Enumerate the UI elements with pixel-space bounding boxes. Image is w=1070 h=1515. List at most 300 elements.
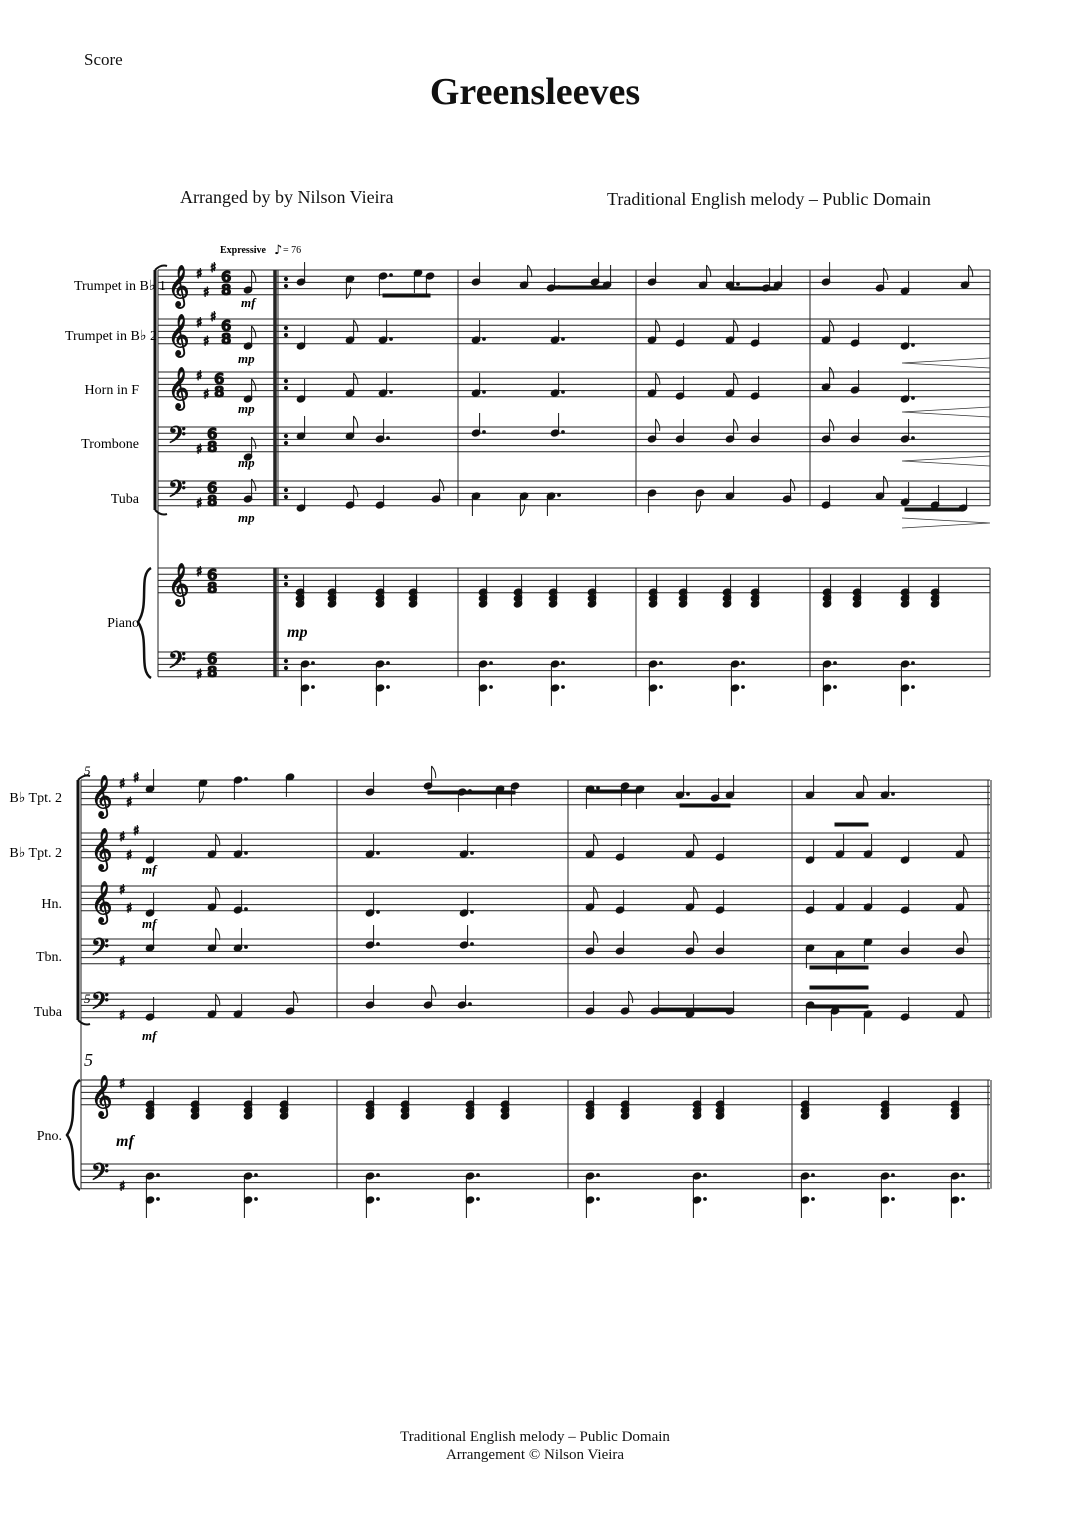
sharp-icon: ♯ bbox=[203, 285, 210, 301]
note bbox=[233, 928, 247, 952]
note bbox=[821, 262, 831, 286]
note bbox=[695, 489, 705, 513]
measure-number: 5 bbox=[84, 763, 91, 778]
dot bbox=[245, 946, 248, 949]
note bbox=[821, 367, 834, 391]
dynamic-marking: mf bbox=[142, 1028, 157, 1043]
dot bbox=[377, 911, 380, 914]
note bbox=[863, 938, 873, 962]
note bbox=[850, 323, 860, 347]
note bbox=[725, 476, 735, 500]
note bbox=[822, 684, 836, 692]
note bbox=[519, 265, 532, 289]
hairpins bbox=[902, 358, 990, 528]
flag bbox=[696, 501, 700, 513]
flag bbox=[830, 419, 834, 431]
note bbox=[863, 834, 873, 858]
piano-brace-2 bbox=[67, 1080, 80, 1190]
dot bbox=[157, 1174, 160, 1177]
note bbox=[585, 887, 598, 911]
note bbox=[750, 376, 760, 400]
note bbox=[471, 262, 481, 286]
repeat-dot bbox=[284, 277, 287, 280]
instrument-name: Tuba bbox=[110, 492, 139, 507]
dot bbox=[477, 1198, 480, 1201]
repeat-dot bbox=[284, 379, 287, 382]
dynamic-marking: mp bbox=[238, 455, 255, 470]
note bbox=[145, 1172, 159, 1180]
instrument-name: Trombone bbox=[81, 437, 139, 452]
note bbox=[650, 991, 660, 1015]
note bbox=[615, 931, 625, 955]
sharp-icon: ♯ bbox=[203, 334, 210, 350]
dot bbox=[558, 494, 561, 497]
note bbox=[615, 890, 625, 914]
sharp-icon: ♯ bbox=[210, 309, 217, 325]
sharp-icon: ♯ bbox=[196, 442, 203, 458]
note bbox=[207, 834, 220, 858]
note bbox=[900, 931, 910, 955]
dot bbox=[660, 686, 663, 689]
dot bbox=[312, 662, 315, 665]
dot bbox=[469, 1003, 472, 1006]
flag bbox=[969, 265, 973, 277]
flag bbox=[734, 320, 738, 332]
note bbox=[378, 320, 392, 344]
flag bbox=[594, 931, 598, 943]
beam bbox=[730, 287, 778, 290]
note bbox=[145, 1196, 159, 1204]
flag bbox=[354, 416, 358, 428]
dot bbox=[312, 686, 315, 689]
note bbox=[345, 416, 358, 440]
note bbox=[145, 769, 155, 793]
bass-clef-icon: 𝄢 bbox=[91, 1158, 110, 1191]
beam bbox=[905, 508, 963, 511]
treble-clef-icon: 𝄞 bbox=[168, 266, 190, 307]
dynamic-marking: mf bbox=[142, 916, 157, 931]
note bbox=[900, 660, 914, 668]
page-title: Greensleeves bbox=[429, 71, 641, 113]
dot bbox=[562, 662, 565, 665]
measure-number: 5 bbox=[84, 1050, 93, 1070]
time-signature-bottom: 8 bbox=[221, 330, 232, 348]
note bbox=[730, 684, 744, 692]
time-signature-bottom: 8 bbox=[214, 383, 225, 401]
dot bbox=[377, 1174, 380, 1177]
note bbox=[471, 320, 485, 344]
time-signature-bottom: 8 bbox=[207, 492, 218, 510]
dot bbox=[387, 662, 390, 665]
flag bbox=[964, 834, 968, 846]
dynamic-marking: mp bbox=[238, 351, 255, 366]
flag bbox=[694, 887, 698, 899]
note bbox=[648, 684, 662, 692]
dot bbox=[157, 1198, 160, 1201]
bass-clef-icon: 𝄢 bbox=[168, 646, 187, 679]
flag bbox=[707, 265, 711, 277]
dot bbox=[387, 437, 390, 440]
score-label: Score bbox=[84, 50, 123, 69]
sharp-icon: ♯ bbox=[196, 316, 203, 331]
note bbox=[850, 419, 860, 443]
note bbox=[800, 1196, 814, 1204]
time-signature-bottom: 8 bbox=[207, 579, 218, 597]
dot bbox=[597, 1174, 600, 1177]
note bbox=[955, 994, 968, 1018]
note bbox=[207, 928, 220, 952]
note bbox=[585, 1172, 599, 1180]
tempo-marking: Expressive bbox=[220, 245, 266, 256]
dot bbox=[255, 1198, 258, 1201]
dot bbox=[477, 1174, 480, 1177]
note bbox=[900, 890, 910, 914]
dot bbox=[812, 1174, 815, 1177]
dot bbox=[483, 391, 486, 394]
dot bbox=[742, 662, 745, 665]
instrument-name: Trumpet in B♭ 2 bbox=[64, 329, 157, 344]
note bbox=[345, 320, 358, 344]
beam bbox=[428, 791, 515, 794]
note bbox=[550, 660, 564, 668]
treble-clef-icon: 𝄞 bbox=[91, 829, 113, 870]
note bbox=[207, 887, 220, 911]
beam bbox=[551, 286, 607, 289]
bass-clef-icon: 𝄢 bbox=[168, 475, 187, 508]
note bbox=[471, 413, 485, 437]
sharp-icon: ♯ bbox=[196, 667, 203, 683]
note bbox=[821, 320, 834, 344]
note bbox=[715, 837, 725, 861]
eighth-note-icon: ♪ bbox=[274, 243, 283, 258]
note bbox=[835, 887, 845, 911]
flag bbox=[964, 887, 968, 899]
note bbox=[546, 492, 560, 516]
time-signature-bottom: 8 bbox=[207, 663, 218, 681]
note bbox=[863, 887, 873, 911]
note bbox=[378, 373, 392, 397]
beam bbox=[810, 966, 868, 969]
treble-clef-icon: 𝄞 bbox=[91, 1076, 113, 1117]
dot bbox=[471, 852, 474, 855]
dot bbox=[962, 1174, 965, 1177]
dot bbox=[562, 391, 565, 394]
sharp-icon: ♯ bbox=[126, 901, 133, 917]
repeat-dot bbox=[284, 284, 287, 287]
note bbox=[835, 950, 845, 974]
dot bbox=[471, 911, 474, 914]
note bbox=[620, 782, 630, 806]
note bbox=[805, 1001, 815, 1025]
dot bbox=[912, 437, 915, 440]
note bbox=[550, 373, 564, 397]
flag bbox=[694, 931, 698, 943]
instrument-name: Pno. bbox=[36, 1129, 62, 1144]
note bbox=[585, 1196, 599, 1204]
dot bbox=[687, 793, 690, 796]
flag bbox=[216, 994, 220, 1006]
note bbox=[900, 419, 914, 443]
note bbox=[835, 834, 845, 858]
note bbox=[471, 373, 485, 397]
note bbox=[243, 1172, 257, 1180]
sharp-icon: ♯ bbox=[196, 267, 203, 282]
note bbox=[635, 785, 645, 809]
repeat-dot bbox=[284, 386, 287, 389]
instrument-name: Tuba bbox=[33, 1005, 62, 1020]
note bbox=[725, 373, 738, 397]
note bbox=[822, 660, 836, 668]
dot bbox=[377, 1198, 380, 1201]
note bbox=[345, 275, 355, 299]
footer bbox=[0, 1428, 1070, 1464]
dot bbox=[490, 662, 493, 665]
note bbox=[457, 985, 471, 1009]
treble-clef-icon: 𝄞 bbox=[168, 315, 190, 356]
dot bbox=[390, 338, 393, 341]
repeat-dot bbox=[284, 326, 287, 329]
time-signature-top: 6 bbox=[214, 370, 225, 388]
footer-line: Arrangement © Nilson Vieira bbox=[445, 1447, 625, 1463]
note bbox=[698, 265, 711, 289]
note bbox=[345, 373, 358, 397]
dynamic-marking: mf bbox=[116, 1133, 134, 1150]
note bbox=[855, 775, 868, 799]
flag bbox=[830, 320, 834, 332]
time-signature-top: 6 bbox=[207, 425, 218, 443]
note bbox=[465, 1172, 479, 1180]
treble-clef-icon: 𝄞 bbox=[91, 776, 113, 817]
sharp-icon: ♯ bbox=[119, 830, 126, 845]
flag bbox=[528, 265, 532, 277]
note bbox=[207, 994, 220, 1018]
dot bbox=[892, 1174, 895, 1177]
note bbox=[465, 1196, 479, 1204]
dynamic-marking: mp bbox=[238, 401, 255, 416]
dot bbox=[245, 908, 248, 911]
note bbox=[296, 262, 306, 286]
instrument-name: B♭ Tpt. 2 bbox=[9, 846, 62, 861]
note bbox=[365, 1172, 379, 1180]
note bbox=[365, 834, 379, 858]
note bbox=[647, 262, 657, 286]
bass-clef-icon: 𝄢 bbox=[91, 987, 110, 1020]
sharp-icon: ♯ bbox=[196, 369, 203, 384]
dot bbox=[912, 686, 915, 689]
note bbox=[647, 489, 657, 513]
note bbox=[495, 785, 505, 809]
repeat-dot bbox=[284, 659, 287, 662]
note bbox=[365, 985, 375, 1009]
note bbox=[750, 419, 760, 443]
note bbox=[725, 320, 738, 344]
note bbox=[863, 1010, 873, 1034]
dot bbox=[892, 793, 895, 796]
note bbox=[585, 991, 595, 1015]
note bbox=[365, 925, 379, 949]
flag bbox=[830, 367, 834, 379]
sharp-icon: ♯ bbox=[133, 823, 140, 839]
tempo-value: = 76 bbox=[283, 245, 302, 256]
note bbox=[459, 925, 473, 949]
repeat-dot bbox=[284, 575, 287, 578]
flag bbox=[252, 326, 256, 338]
note bbox=[585, 834, 598, 858]
dot bbox=[737, 283, 740, 286]
flag bbox=[864, 775, 868, 787]
note bbox=[375, 419, 389, 443]
beam bbox=[383, 294, 430, 297]
note bbox=[459, 834, 473, 858]
flag bbox=[656, 320, 660, 332]
note bbox=[145, 997, 155, 1021]
note bbox=[285, 773, 295, 797]
instrument-name: B♭ Tpt. 2 bbox=[9, 791, 62, 806]
sharp-icon: ♯ bbox=[119, 1008, 126, 1024]
flag bbox=[432, 985, 436, 997]
flag bbox=[734, 419, 738, 431]
note bbox=[930, 485, 940, 509]
note bbox=[471, 492, 481, 516]
time-signature-top: 6 bbox=[221, 317, 232, 335]
note bbox=[675, 775, 689, 799]
dynamic-marking: mp bbox=[238, 510, 255, 525]
note bbox=[425, 272, 435, 296]
flag bbox=[432, 766, 436, 778]
note bbox=[725, 991, 735, 1015]
note bbox=[550, 413, 564, 437]
note bbox=[413, 269, 423, 293]
flag bbox=[734, 373, 738, 385]
dot bbox=[597, 787, 600, 790]
dot bbox=[255, 1174, 258, 1177]
note bbox=[198, 779, 208, 803]
flag bbox=[884, 476, 888, 488]
note bbox=[615, 837, 625, 861]
dot bbox=[387, 686, 390, 689]
note bbox=[685, 887, 698, 911]
dot bbox=[471, 943, 474, 946]
dot bbox=[962, 1198, 965, 1201]
flag bbox=[594, 834, 598, 846]
note bbox=[675, 323, 685, 347]
instrument-name: Horn in F bbox=[84, 383, 139, 398]
dot bbox=[390, 274, 393, 277]
flag bbox=[594, 887, 598, 899]
repeat-dot bbox=[284, 582, 287, 585]
beam bbox=[590, 790, 640, 793]
time-signature-top: 6 bbox=[207, 650, 218, 668]
dot bbox=[742, 686, 745, 689]
measure-number: 5 bbox=[84, 991, 91, 1006]
note bbox=[715, 931, 725, 955]
note bbox=[773, 265, 783, 289]
note bbox=[805, 775, 815, 799]
note bbox=[725, 775, 735, 799]
piano-brace-1 bbox=[138, 568, 151, 678]
note bbox=[675, 419, 685, 443]
beam bbox=[810, 986, 868, 989]
flag bbox=[964, 994, 968, 1006]
note bbox=[880, 1172, 894, 1180]
note bbox=[550, 684, 564, 692]
note bbox=[685, 994, 695, 1018]
dot bbox=[912, 397, 915, 400]
flag bbox=[354, 320, 358, 332]
sharp-icon: ♯ bbox=[133, 770, 140, 786]
note bbox=[478, 660, 492, 668]
instrument-name: Tbn. bbox=[35, 950, 62, 965]
sharp-icon: ♯ bbox=[119, 954, 126, 970]
note bbox=[648, 660, 662, 668]
note bbox=[955, 887, 968, 911]
repeat-dot bbox=[284, 333, 287, 336]
note bbox=[950, 1172, 964, 1180]
flag bbox=[694, 834, 698, 846]
note bbox=[900, 482, 910, 506]
dot bbox=[812, 1198, 815, 1201]
instrument-name: Hn. bbox=[41, 897, 62, 912]
note bbox=[647, 320, 660, 344]
flag bbox=[252, 379, 256, 391]
note bbox=[880, 775, 894, 799]
flag bbox=[656, 419, 660, 431]
repeat-dot bbox=[284, 434, 287, 437]
time-signature-top: 6 bbox=[221, 268, 232, 286]
treble-clef-icon: 𝄞 bbox=[168, 368, 190, 409]
note bbox=[300, 660, 314, 668]
flag bbox=[964, 931, 968, 943]
dot bbox=[377, 943, 380, 946]
note bbox=[145, 928, 155, 952]
dot bbox=[490, 686, 493, 689]
dot bbox=[245, 778, 248, 781]
note bbox=[685, 834, 698, 858]
note bbox=[675, 376, 685, 400]
flag bbox=[354, 373, 358, 385]
note bbox=[830, 1007, 840, 1031]
note bbox=[800, 1172, 814, 1180]
note bbox=[296, 416, 306, 440]
flag bbox=[216, 834, 220, 846]
beam bbox=[680, 804, 730, 807]
sharp-icon: ♯ bbox=[119, 777, 126, 792]
note bbox=[378, 272, 392, 296]
time-signature-top: 6 bbox=[207, 479, 218, 497]
sharp-icon: ♯ bbox=[119, 883, 126, 898]
sharp-icon: ♯ bbox=[119, 1179, 126, 1195]
treble-clef-icon: 𝄞 bbox=[168, 564, 190, 605]
sharp-icon: ♯ bbox=[126, 795, 133, 811]
beam bbox=[810, 1005, 868, 1008]
note bbox=[233, 994, 243, 1018]
treble-clef-icon: 𝄞 bbox=[91, 882, 113, 923]
time-signature-bottom: 8 bbox=[207, 438, 218, 456]
dot bbox=[562, 686, 565, 689]
note bbox=[850, 370, 860, 394]
note bbox=[900, 684, 914, 692]
note bbox=[365, 1196, 379, 1204]
note bbox=[805, 944, 815, 968]
flag bbox=[252, 437, 256, 449]
dot bbox=[390, 391, 393, 394]
dot bbox=[892, 1198, 895, 1201]
note bbox=[550, 320, 564, 344]
dot bbox=[660, 662, 663, 665]
note bbox=[300, 684, 314, 692]
note bbox=[750, 323, 760, 347]
barlines bbox=[81, 270, 991, 1189]
